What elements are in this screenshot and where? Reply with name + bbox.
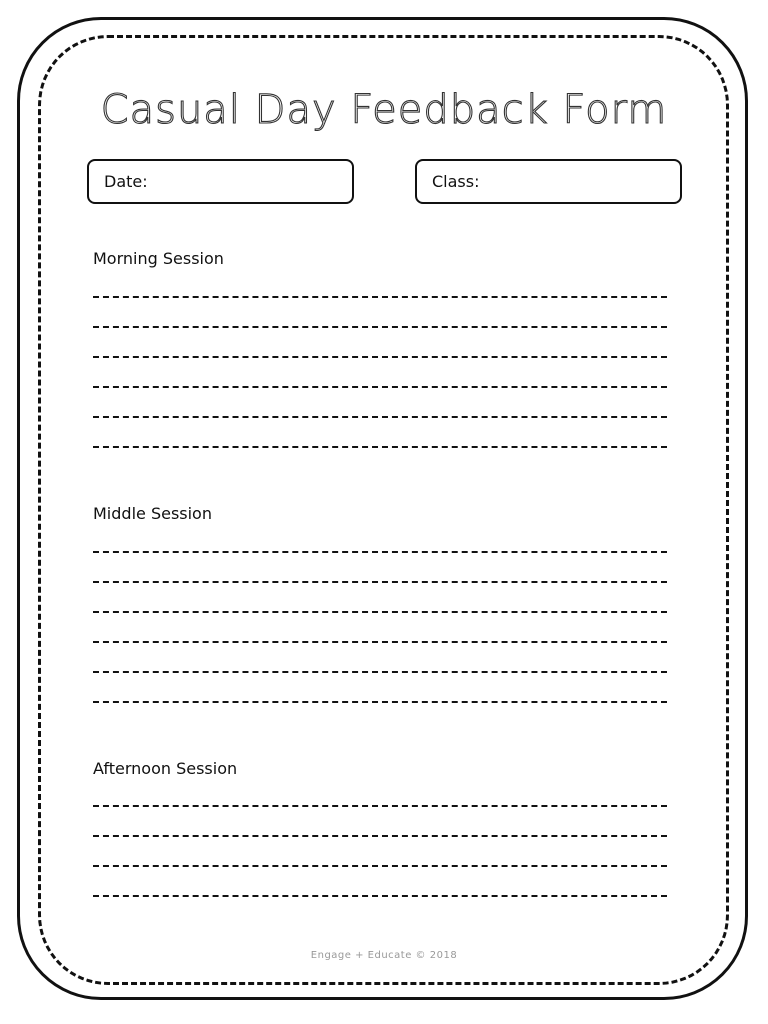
writing-line[interactable] [93, 671, 667, 673]
writing-line[interactable] [93, 356, 667, 358]
writing-line[interactable] [93, 446, 667, 448]
writing-line[interactable] [93, 326, 667, 328]
date-label: Date: [104, 172, 148, 191]
section-title-afternoon: Afternoon Session [93, 759, 238, 778]
writing-lines-morning [93, 296, 667, 476]
footer-copyright: Engage + Educate © 2018 [310, 950, 458, 961]
section-title-middle: Middle Session [93, 504, 212, 523]
section-title-morning: Morning Session [93, 249, 224, 268]
writing-line[interactable] [93, 641, 667, 643]
writing-lines-afternoon [93, 805, 667, 925]
class-field[interactable] [415, 159, 682, 204]
writing-line[interactable] [93, 805, 667, 807]
date-field[interactable] [87, 159, 354, 204]
writing-line[interactable] [93, 611, 667, 613]
writing-line[interactable] [93, 386, 667, 388]
writing-line[interactable] [93, 416, 667, 418]
class-label: Class: [432, 172, 480, 191]
form-title: Casual Day Feedback Form [100, 87, 668, 133]
writing-lines-middle [93, 551, 667, 731]
writing-line[interactable] [93, 581, 667, 583]
writing-line[interactable] [93, 835, 667, 837]
writing-line[interactable] [93, 296, 667, 298]
writing-line[interactable] [93, 865, 667, 867]
writing-line[interactable] [93, 551, 667, 553]
writing-line[interactable] [93, 701, 667, 703]
writing-line[interactable] [93, 895, 667, 897]
